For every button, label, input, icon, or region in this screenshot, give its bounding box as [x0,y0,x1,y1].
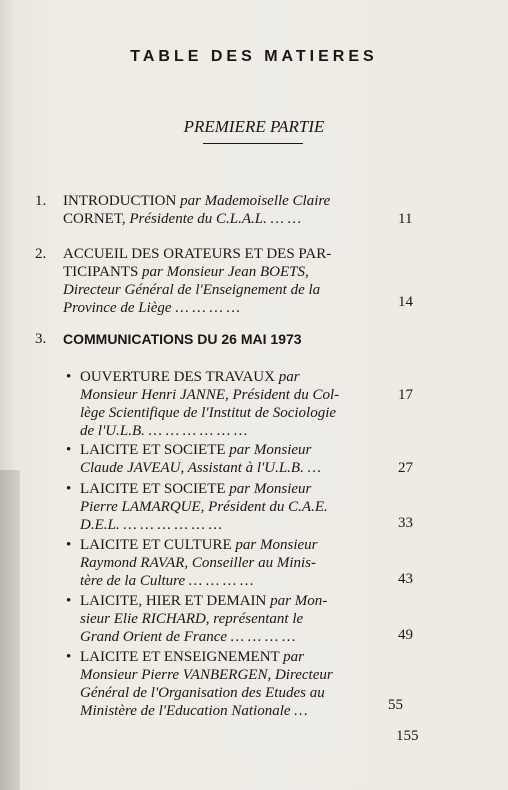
item-by: par [283,649,305,665]
communication-item [66,648,380,720]
item-author: Claude JAVEAU, Assistant à l'U.L.B. … [80,460,321,476]
item-author: Pierre LAMARQUE, Président du C.A.E. [80,499,328,515]
item-title: LAICITE ET SOCIETE [80,481,226,497]
item-title: LAICITE ET ENSEIGNEMENT [80,649,280,665]
item-role: Grand Orient de France … … … … [80,629,296,645]
page-ref: 27 [398,460,413,476]
item-author: Raymond RAVAR, Conseiller au Minis- [80,555,317,571]
page-ref: 11 [398,211,413,227]
item-title: LAICITE ET CULTURE [80,537,232,553]
page-ref: 55 [388,697,403,713]
bullet-icon: • [66,442,72,458]
page-edge [0,470,20,790]
bullet-icon: • [66,649,72,665]
entry-title-cont: TICIPANTS [63,264,139,280]
heading-rule [203,143,303,144]
entry-role: Directeur Général de l'Enseignement de la [63,282,321,298]
page-ref: 33 [398,515,413,531]
page-ref: 17 [398,387,413,403]
entry-title: COMMUNICATIONS DU 26 MAI 1973 [63,331,302,347]
item-by: par Monsieur [229,442,312,458]
communication-item [66,441,380,477]
page-ref: 43 [398,571,413,587]
item-by: par Monsieur [229,481,312,497]
communication-item [66,480,380,534]
item-role: lège Scientifique de l'Institut de Sociologie [80,405,337,421]
item-by: par Monsieur [235,537,318,553]
bullet-icon: • [66,537,72,553]
entry-title: ACCUEIL DES ORATEURS ET DES PAR- [63,246,332,262]
communication-item [66,536,380,590]
item-author: Monsieur Henri JANNE, Président du Col- [80,387,340,403]
communication-item [66,368,380,440]
toc-entry-2 [35,245,383,317]
item-title: LAICITE ET SOCIETE [80,442,226,458]
bullet-icon: • [66,369,72,385]
bullet-icon: • [66,593,72,609]
item-title: LAICITE, HIER ET DEMAIN [80,593,267,609]
part-heading: PREMIERE PARTIE [183,117,325,136]
page-ref: 49 [398,627,413,643]
item-role-cont: Ministère de l'Education Nationale … [80,703,308,719]
item-by: par [278,369,300,385]
page-number: 155 [396,728,419,744]
item-role: D.E.L. … … … … … … [80,517,223,533]
item-title: OUVERTURE DES TRAVAUX [80,369,275,385]
page-ref: 14 [398,294,413,310]
entry-role: Présidente du C.L.A.L. … … [129,211,302,227]
item-by: par Mon- [270,593,328,609]
entry-author: par Monsieur Jean BOETS, [142,264,309,280]
item-role: tère de la Culture … … … … [80,573,254,589]
entry-title: INTRODUCTION [63,193,177,209]
bullet-icon: • [66,481,72,497]
entry-number: 3. [35,331,47,347]
item-author: sieur Elie RICHARD, représentant le [80,611,304,627]
entry-author: par Mademoiselle Claire [180,193,331,209]
item-role: Général de l'Organisation des Etudes au [80,685,325,701]
page-title: TABLE DES MATIERES [130,48,378,65]
entry-role-cont: Province de Liège … … … … [63,300,240,316]
toc-entry-3 [35,330,393,348]
toc-entry-1 [35,192,383,228]
communication-item [66,592,380,646]
item-role-cont: de l'U.L.B. … … … … … … [80,423,248,439]
entry-number: 2. [35,246,47,262]
entry-author-name: CORNET, [63,211,126,227]
entry-number: 1. [35,193,47,209]
item-author: Monsieur Pierre VANBERGEN, Directeur [80,667,333,683]
